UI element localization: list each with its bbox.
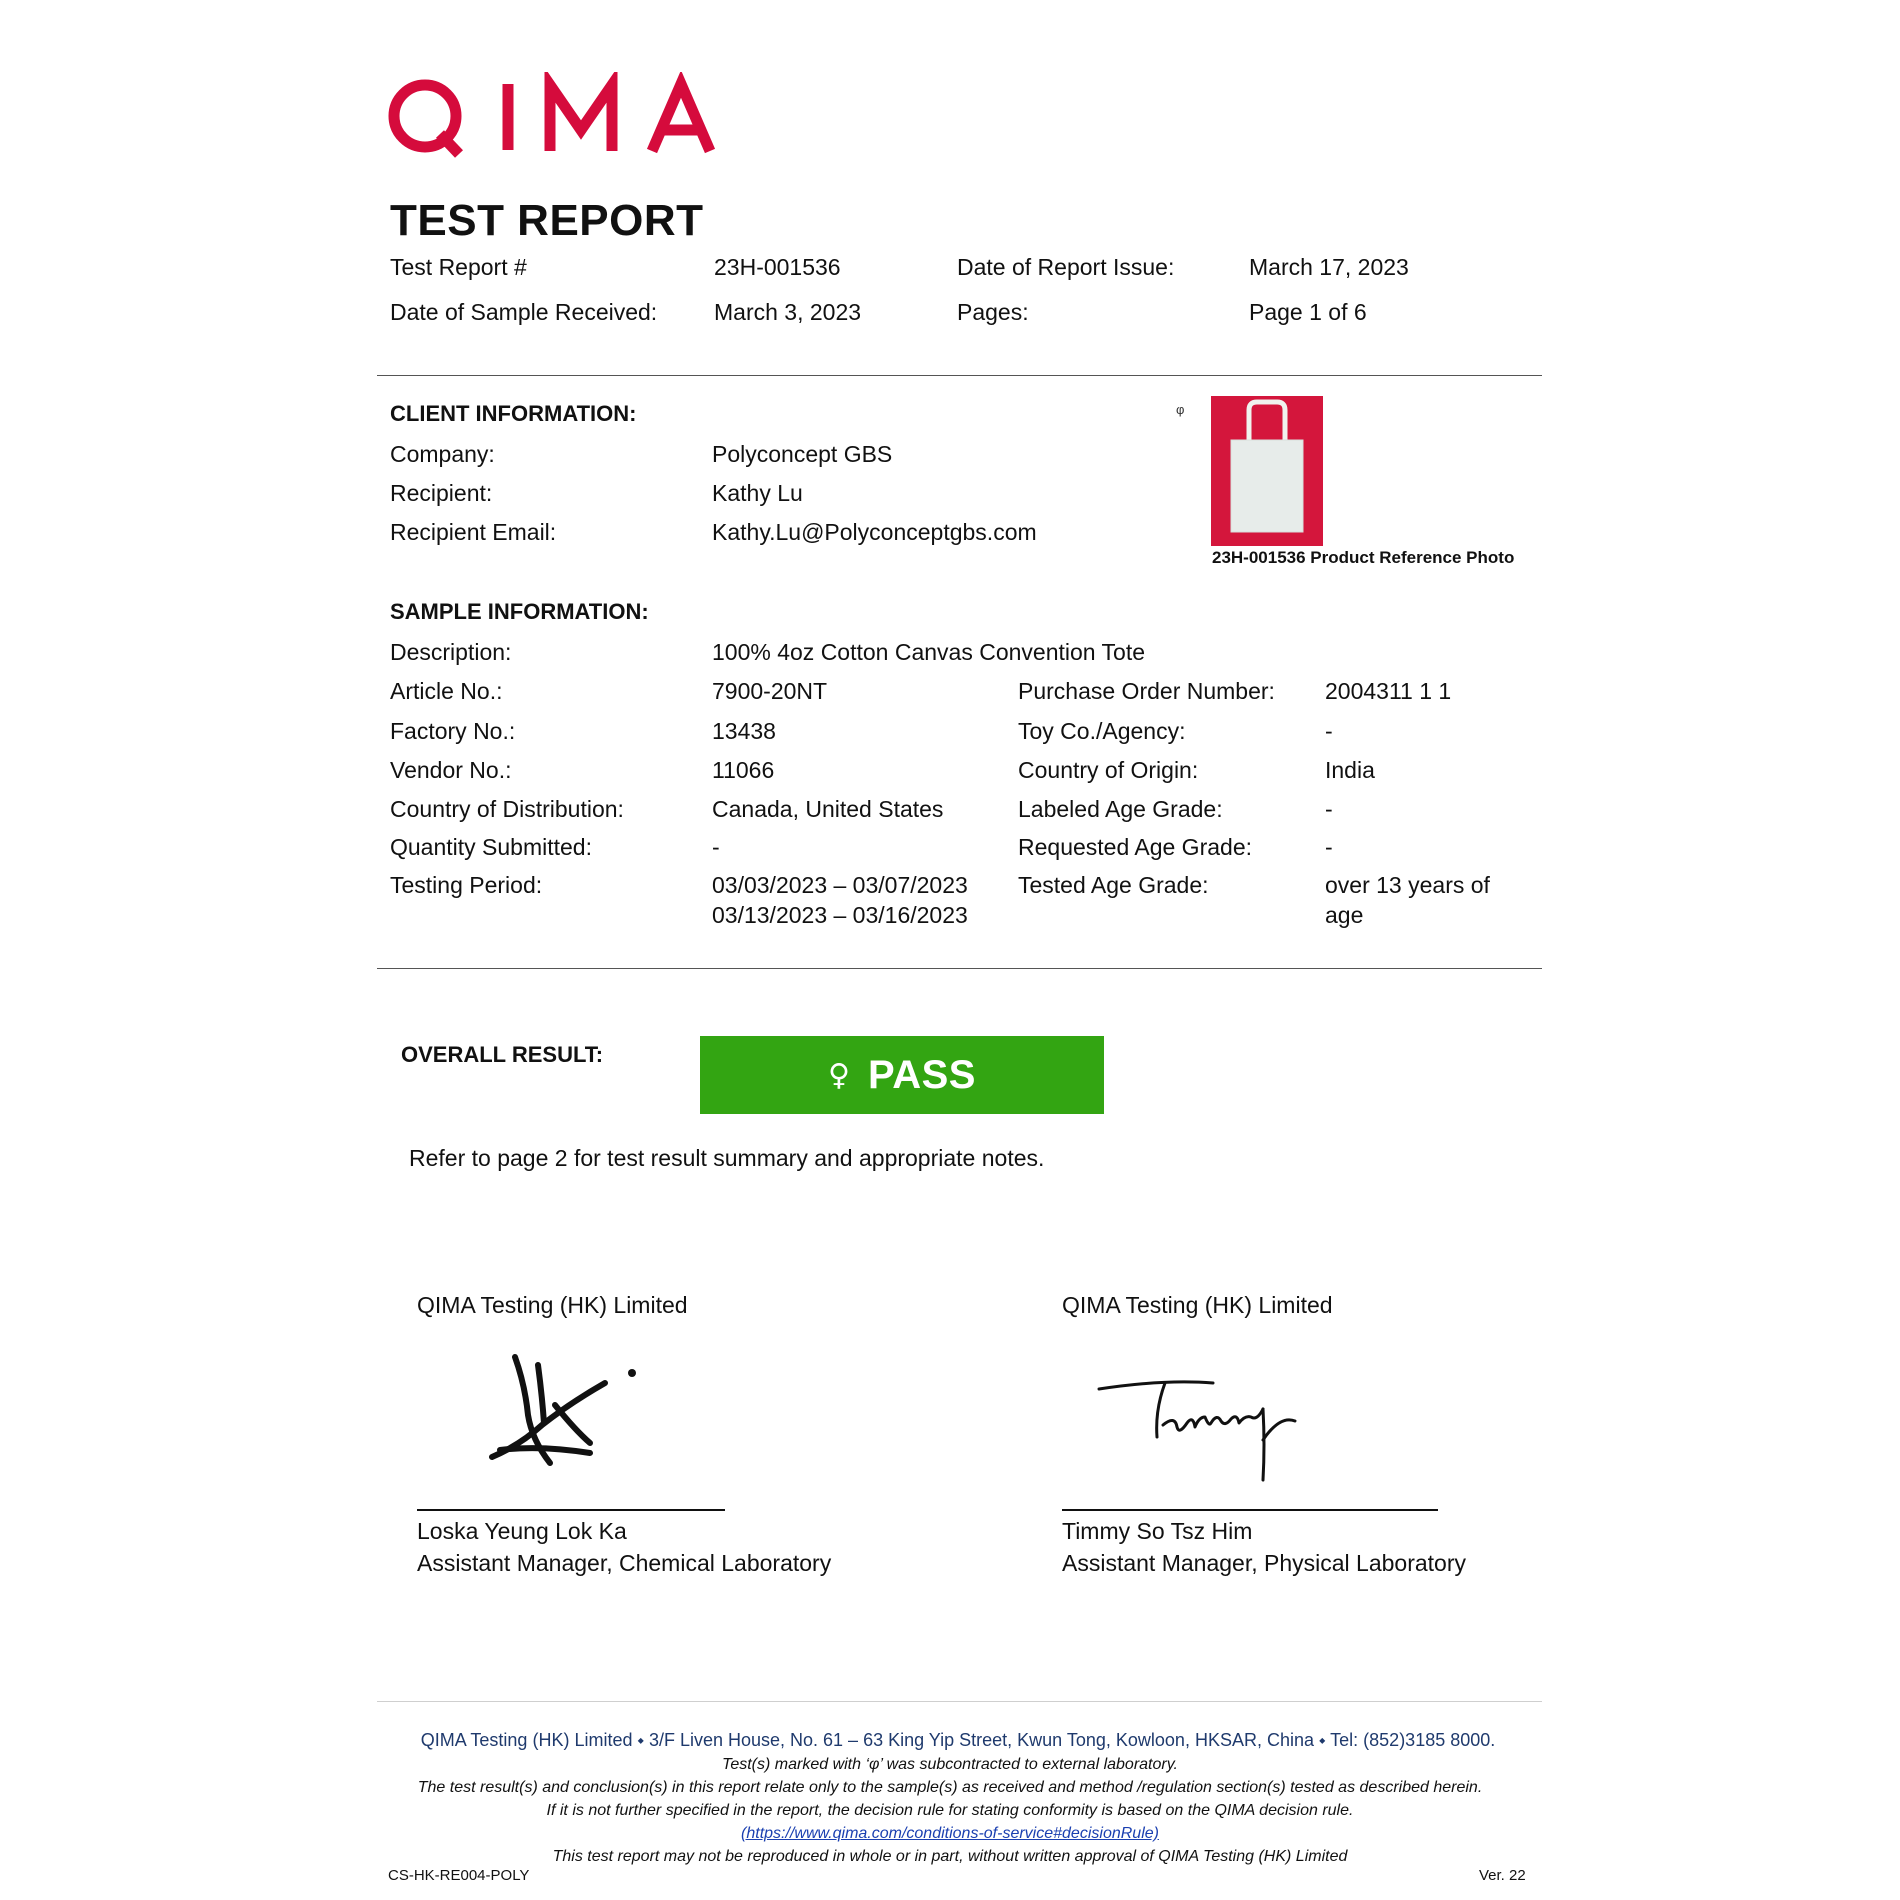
requested-age-value: - (1325, 834, 1333, 860)
footer-reproduction-note: This test report may not be reproduced in whole or in part, without written approval of QIMA Testing (HK) Limited (552, 1848, 1348, 1865)
pass-badge (700, 1036, 1104, 1114)
labeled-age-value: - (1325, 796, 1333, 822)
form-code: CS-HK-RE004-POLY (388, 1867, 530, 1884)
agency-value: - (1325, 718, 1333, 744)
email-label: Recipient Email: (390, 519, 557, 545)
origin-label: Country of Origin: (1018, 757, 1199, 783)
issue-date-label: Date of Report Issue: (957, 254, 1175, 280)
right-sig-line (1062, 1509, 1438, 1511)
requested-age-label: Requested Age Grade: (1018, 834, 1252, 860)
left-signature (480, 1345, 650, 1475)
report-number: 23H-001536 (714, 254, 841, 280)
divider-middle (377, 968, 1542, 969)
factory-value: 13438 (712, 718, 776, 744)
pages-label: Pages: (957, 299, 1029, 325)
po-label: Purchase Order Number: (1018, 678, 1275, 704)
decision-rule-link[interactable]: (https://www.qima.com/conditions-of-service#decisionRule) (741, 1825, 1159, 1842)
left-sig-company: QIMA Testing (HK) Limited (417, 1292, 688, 1318)
po-value: 2004311 1 1 (1325, 678, 1452, 704)
distribution-label: Country of Distribution: (390, 796, 624, 822)
tested-age-value-1: over 13 years of (1325, 872, 1490, 898)
footer-decision-note: If it is not further specified in the report, the decision rule for stating conformity is based on the QIMA decision rule. (546, 1802, 1354, 1819)
received-date: March 3, 2023 (714, 299, 862, 325)
factory-label: Factory No.: (390, 718, 516, 744)
photo-caption: 23H-001536 Product Reference Photo (1212, 548, 1515, 567)
agency-label: Toy Co./Agency: (1018, 718, 1186, 744)
right-sig-company: QIMA Testing (HK) Limited (1062, 1292, 1333, 1318)
report-title: TEST REPORT (390, 196, 704, 245)
tested-age-label: Tested Age Grade: (1018, 872, 1209, 898)
company-label: Company: (390, 441, 495, 467)
description-label: Description: (390, 639, 512, 665)
recipient-label: Recipient: (390, 480, 493, 506)
vendor-label: Vendor No.: (390, 757, 512, 783)
right-sig-title: Assistant Manager, Physical Laboratory (1062, 1550, 1466, 1576)
left-sig-line (417, 1509, 725, 1511)
version-label: Ver. 22 (1479, 1867, 1526, 1884)
article-value: 7900-20NT (712, 678, 828, 704)
left-sig-title: Assistant Manager, Chemical Laboratory (417, 1550, 832, 1576)
subcontract-mark: φ (1176, 402, 1185, 417)
pass-text: PASS (868, 1052, 976, 1097)
recipient-value: Kathy Lu (712, 480, 803, 506)
email-value: Kathy.Lu@Polyconceptgbs.com (712, 519, 1037, 545)
distribution-value: Canada, United States (712, 796, 944, 822)
quantity-label: Quantity Submitted: (390, 834, 592, 860)
article-label: Article No.: (390, 678, 503, 704)
overall-result-label: OVERALL RESULT: (401, 1042, 604, 1067)
description-value: 100% 4oz Cotton Canvas Convention Tote (712, 639, 1146, 665)
origin-value: India (1325, 757, 1375, 783)
client-heading: CLIENT INFORMATION: (390, 401, 637, 426)
received-date-label: Date of Sample Received: (390, 299, 658, 325)
result-note: Refer to page 2 for test result summary and appropriate notes. (409, 1145, 1045, 1171)
pass-icon: ♀ (828, 1057, 850, 1093)
period-value-1: 03/03/2023 – 03/07/2023 (712, 872, 968, 898)
divider-top (377, 375, 1542, 376)
left-sig-name: Loska Yeung Lok Ka (417, 1518, 627, 1544)
product-photo (1211, 396, 1323, 546)
divider-footer (377, 1701, 1542, 1702)
period-label: Testing Period: (390, 872, 543, 898)
qima-logo (385, 72, 715, 162)
labeled-age-label: Labeled Age Grade: (1018, 796, 1223, 822)
report-number-label: Test Report # (390, 254, 527, 280)
footer-subcontract-note: Test(s) marked with ‘φ’ was subcontracted to external laboratory. (722, 1756, 1178, 1773)
footer-address: QIMA Testing (HK) Limited ⬩ 3/F Liven House, No. 61 – 63 King Yip Street, Kwun Tong, Kowloon, HKSAR, China ⬩ Tel: (852)3185 8000. (420, 1730, 1496, 1750)
vendor-value: 11066 (712, 757, 775, 783)
sample-heading: SAMPLE INFORMATION: (390, 599, 649, 624)
right-signature (1095, 1365, 1375, 1490)
issue-date: March 17, 2023 (1249, 254, 1409, 280)
period-value-2: 03/13/2023 – 03/16/2023 (712, 902, 968, 928)
right-sig-name: Timmy So Tsz Him (1062, 1518, 1253, 1544)
tested-age-value-2: age (1325, 902, 1364, 928)
quantity-value: - (712, 834, 720, 860)
footer-scope-note: The test result(s) and conclusion(s) in this report relate only to the sample(s) as received and method /regulation section(s) tested as described herein. (417, 1779, 1483, 1796)
pages-value: Page 1 of 6 (1249, 299, 1367, 325)
tote-bag-icon (1211, 396, 1323, 546)
company-value: Polyconcept GBS (712, 441, 893, 467)
